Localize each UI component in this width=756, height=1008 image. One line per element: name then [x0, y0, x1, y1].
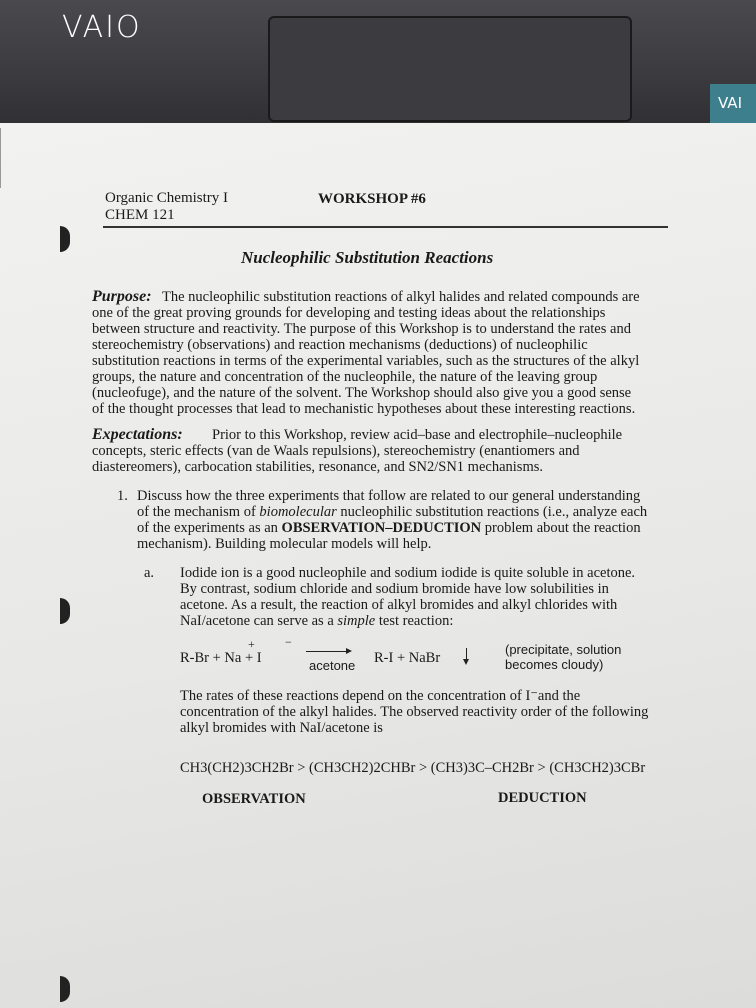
laptop-logo: VAIO: [62, 10, 142, 45]
workshop-number: WORKSHOP #6: [318, 191, 426, 207]
purpose-line: one of the great proving grounds for developing and testing ideas about the relationships: [92, 305, 606, 321]
screen-label: VAI: [710, 84, 756, 126]
part-line: NaI/acetone can serve as a simple test reaction:: [180, 613, 454, 629]
purpose-label: Purpose:: [92, 288, 152, 305]
course-name: Organic Chemistry I: [105, 190, 229, 206]
expectations-line: Prior to this Workshop, review acid–base and electrophile–nucleophile: [212, 427, 623, 443]
purpose-line: stereochemistry (observations) and reaction mechanisms (deductions) of nucleophilic: [92, 337, 588, 353]
purpose-line: between structure and reactivity. The purpose of this Workshop is to understand the rates and: [92, 321, 631, 337]
question-line: mechanism). Building molecular models will help.: [137, 536, 432, 552]
plus-charge: +: [248, 637, 255, 651]
rates-line: concentration of the alkyl halides. The observed reactivity order of the following: [180, 704, 649, 720]
observation-heading: OBSERVATION: [202, 791, 306, 807]
purpose-line: groups, the nature and concentration of the nucleophile, the nature of the leaving group: [92, 369, 598, 385]
reaction-solvent: acetone: [309, 658, 356, 673]
page-fold: [0, 128, 41, 188]
question-line: Discuss how the three experiments that follow are related to our general understanding: [137, 488, 641, 504]
course-code: CHEM 121: [105, 207, 175, 223]
purpose-line: substitution reactions in terms of the experimental variables, such as the structures of the alkyl: [92, 353, 640, 369]
precipitate-arrow: [466, 648, 467, 662]
laptop-lid: [0, 0, 756, 135]
reaction-arrow: [306, 651, 350, 652]
expectations-line: diastereomers), carbocation stabilities, resonance, and SN2/SN1 mechanisms.: [92, 459, 543, 475]
part-line: acetone. As a result, the reaction of alkyl bromides and alkyl chlorides with: [180, 597, 618, 613]
question-number: 1.: [117, 488, 128, 504]
purpose-line: of the thought processes that lead to mechanistic hypotheses about these interesting reactions.: [92, 401, 636, 417]
reaction-note: becomes cloudy): [505, 657, 604, 672]
minus-charge: −: [285, 635, 292, 649]
rates-line: alkyl bromides with NaI/acetone is: [180, 720, 383, 736]
rates-line: The rates of these reactions depend on the concentration of I⁻and the: [180, 688, 581, 704]
purpose-line: (nucleofuge), and the nature of the solvent. The Workshop should also give you a good sense: [92, 385, 632, 401]
part-line: Iodide ion is a good nucleophile and sodium iodide is quite soluble in acetone.: [180, 565, 636, 581]
question-line: of the mechanism of biomolecular nucleophilic substitution reactions (i.e., analyze each: [137, 504, 648, 520]
part-letter: a.: [144, 565, 155, 581]
expectations-line: concepts, steric effects (van de Waals repulsions), stereochemistry (enantiomers and: [92, 443, 580, 459]
question-line: of the experiments as an OBSERVATION–DEDUCTION problem about the reaction: [137, 520, 641, 536]
reaction-reactants: R-Br + Na + I: [180, 650, 262, 666]
purpose-line: The nucleophilic substitution reactions of alkyl halides and related compounds are: [162, 289, 640, 305]
part-line: By contrast, sodium chloride and sodium bromide have low solubilities in: [180, 581, 609, 597]
expectations-label: Expectations:: [92, 426, 183, 443]
page-title: Nucleophilic Substitution Reactions: [241, 248, 494, 267]
reactivity-order: CH3(CH2)3CH2Br > (CH3CH2)2CHBr > (CH3)3C–CH2Br > (CH3CH2)3CBr: [180, 760, 646, 776]
header-rule: [103, 226, 668, 228]
reaction-products: R-I + NaBr: [374, 650, 441, 666]
reaction-note: (precipitate, solution: [505, 642, 622, 657]
deduction-heading: DEDUCTION: [498, 790, 587, 806]
laptop-screen: [268, 16, 632, 122]
